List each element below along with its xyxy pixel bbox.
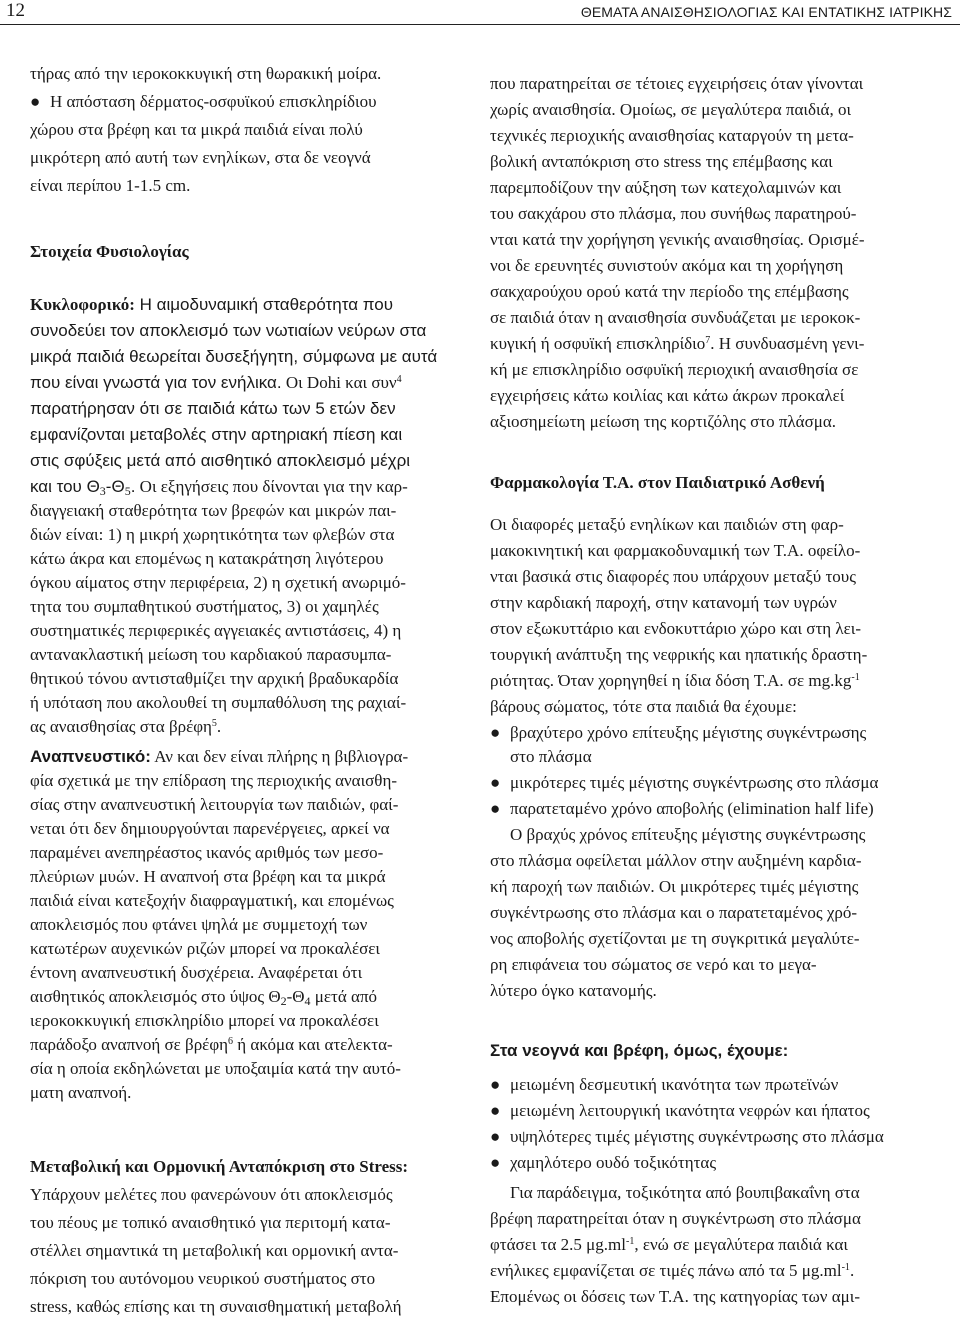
text-line: κή με επισκληρίδιο οσφυϊκή περιοχική αναισθησία σε (490, 360, 859, 379)
text-line: σία η οποία εκδηλώνεται με υποξαιμία κατά την αυτό- (30, 1059, 401, 1078)
bullet-continuation: στο πλάσμα (510, 747, 592, 766)
text-span: . Η συνδυασμένη γενι- (710, 334, 865, 353)
superscript: -1 (841, 1262, 850, 1273)
bullet-icon: ● (30, 92, 41, 111)
bullet-icon: ● (490, 723, 501, 742)
text-line: βάρους σώματος, τότε στα παιδιά θα έχουμε: (490, 697, 797, 716)
text-line: τεχνικές περιοχικής αναισθησίας καταργούν τη μετα- (490, 126, 854, 145)
text-span: ας αναισθησίας στα βρέφη (30, 717, 212, 736)
text-line: μακοκινητική και φαρμακοδυναμική των Τ.Α. οφείλο- (490, 541, 861, 560)
text-line (30, 294, 393, 316)
text-line: ή υπόταση που ακολουθεί τη συμπαθόλυση της ραχιαί- (30, 693, 407, 712)
bullet-item (490, 772, 878, 794)
text-line: σε παιδιά όταν η αναισθησία συνδυάζεται με ιεροκοκ- (490, 308, 861, 327)
subheading-respiratory: Αναπνευστικό: (30, 747, 151, 766)
bullet-item (490, 722, 866, 744)
text-span: . (130, 477, 136, 496)
text-line: εγχειρήσεις κάτω κοιλίας και κάτω άκρων προκαλεί (490, 386, 845, 405)
text-line: πλεύριων μυών. Η αναπνοή στα βρέφη και τα μικρά (30, 867, 386, 886)
text-line: παρατήρησαν ότι σε παιδιά κάτω των 5 ετών δεν (30, 399, 396, 418)
bullet-text: μικρότερες τιμές μέγιστης συγκέντρωσης στο πλάσμα (510, 773, 879, 792)
text-span: κυγική ή οσφυϊκή επισκληρίδιο (490, 334, 706, 353)
bullet-item (490, 1100, 870, 1122)
text-line (30, 716, 221, 738)
text-line: νεται ότι δεν δημιουργούνται παρενέργειες, αρκεί να (30, 819, 390, 838)
text-line: νοι δε ερευνητές συνιστούν ακόμα και τη χορήγηση (490, 256, 844, 275)
text-line: κή παροχή των παιδιών. Οι μικρότερες τιμές μέγιστης (490, 877, 859, 896)
text-span: ριότητας. Όταν χορηγηθεί η ίδια δόση Τ.Α. σε mg.kg (490, 671, 852, 690)
text-line: χωρίς αναισθησία. Ομοίως, σε μεγαλύτερα παιδιά, οι (490, 100, 852, 119)
text-line (30, 746, 408, 768)
text-line: ανταvακλαστική μείωση του καρδιακού παρασυμπα- (30, 645, 392, 664)
bullet-item (490, 1152, 716, 1174)
bullet-text: βραχύτερο χρόνο επίτευξης μέγιστης συγκέντρωσης (510, 723, 867, 742)
text-line: νται κατά την χορήγηση γενικής αναισθησίας. Ορισμέ- (490, 230, 865, 249)
subscript: 5 (124, 484, 131, 498)
text-line: βρέφη παρατηρείται όταν η συγκέντρωση στο πλάσμα (490, 1209, 861, 1228)
text-line (490, 670, 860, 692)
bullet-item (490, 1126, 884, 1148)
text-line: σακχαρούχου ορού κατά την περίοδο της επέμβασης (490, 282, 849, 301)
text-span: παράδοξο αναπνοή σε βρέφη (30, 1035, 229, 1054)
text-line (30, 1034, 393, 1056)
text-line: stress, καθώς επίσης και τη συναισθηματική μεταβολή (30, 1297, 402, 1316)
text-line: παραμένει ανεπηρέαστος ικανός αριθμός των μεσο- (30, 843, 384, 862)
text-line: πόκριση του αυτόνομου νευρικού συστήματος στο (30, 1269, 376, 1288)
text-line: παιδιά είναι κατεξοχήν διαφραγματική, και επομένως (30, 891, 394, 910)
text-span: -Θ (105, 477, 125, 496)
text-span: ενήλικες εμφανίζεται σε τιμές πάνω από τα 5 μg.ml (490, 1261, 842, 1280)
text-line: είναι περίπου 1-1.5 cm. (30, 176, 191, 195)
text-line (490, 1234, 848, 1256)
text-span: και του Θ (30, 477, 100, 496)
text-line: στέλλει σημαντικά τη μεταβολική και ορμονική αντα- (30, 1241, 399, 1260)
text-line: παρεμποδίζουν την αύξηση των κατεχολαμινών και (490, 178, 842, 197)
text-line: συνοδεύει τον αποκλεισμό των νωτιαίων νεύρων στα (30, 321, 427, 340)
text-line: του σακχάρου στο πλάσμα, που συνήθως παρατηρού- (490, 204, 857, 223)
text-line: του πέους με τοπικό αναισθητικό για περιτομή κατα- (30, 1213, 391, 1232)
text-line: νται βασικά στις διαφορές που υπάρχουν μεταξύ τους (490, 567, 856, 586)
text-line: ματη αναπνοή. (30, 1083, 132, 1102)
text-line: εμφανίζονται μεταβολές στην αρτηριακή πίεση και (30, 425, 403, 444)
text-line: διών είναι: 1) η μικρή χωρητικότητα των φλεβών στα (30, 525, 395, 544)
text-span: Οι εξηγήσεις που δίνονται για την καρ- (135, 477, 408, 496)
text-line: τήρας από την ιεροκοκκυγική στη θωρακική μοίρα. (30, 64, 382, 83)
section-heading-physiology: Στοιχεία Φυσιολογίας (30, 242, 189, 261)
bullet-text: υψηλότερες τιμές μέγιστης συγκέντρωσης στο πλάσμα (510, 1127, 884, 1146)
text-line: Για παράδειγμα, τοξικότητα από βουπιβακαΐνη στα (510, 1183, 860, 1202)
bullet-text: μειωμένη δεσμευτική ικανότητα των πρωτεϊνών (510, 1075, 839, 1094)
running-title: ΘΕΜΑΤΑ ΑΝΑΙΣΘΗΣΙΟΛΟΓΙΑΣ ΚΑΙ ΕΝΤΑΤΙΚΗΣ ΙΑΤΡΙΚΗΣ (580, 4, 952, 20)
bullet-icon: ● (490, 1127, 501, 1146)
text-line: στο πλάσμα οφείλεται μάλλον στην αυξημένη καρδια- (490, 851, 862, 870)
text-line: σίας στην αναπνευστική λειτουργία των παιδιών, φαί- (30, 795, 399, 814)
text-line (490, 1260, 854, 1282)
text-line: κατωτέρων αυχενικών ριζών μπορεί να προκαλέσει (30, 939, 380, 958)
bullet-icon: ● (490, 1153, 501, 1172)
text-line: διαγγειακή σταθερότητα των βρεφών και μικρών παι- (30, 501, 397, 520)
citation-ref: 6 (228, 1036, 234, 1047)
header-rule (0, 24, 960, 25)
subscript: 3 (99, 484, 106, 498)
text-span: , ενώ σε μεγαλύτερα παιδιά και (634, 1235, 848, 1254)
text-line (30, 476, 408, 498)
text-span: φτάσει τα 2.5 μg.ml (490, 1235, 626, 1254)
text-span: ή ακόμα και ατελεκτα- (233, 1035, 393, 1054)
text-span: μετά από (310, 987, 378, 1006)
subscript: 2 (280, 994, 287, 1008)
text-line: Οι διαφορές μεταξύ ενηλίκων και παιδιών στη φαρ- (490, 515, 844, 534)
text-span: Η αιμοδυναμική σταθερότητα που (134, 295, 393, 314)
bullet-icon: ● (490, 773, 501, 792)
section-heading-metabolic: Μεταβολική και Ορμονική Ανταπόκριση στο Stress: (30, 1157, 409, 1176)
citation-ref: 7 (705, 335, 711, 346)
citation-ref: 5 (211, 718, 217, 729)
text-line: αξιοσημείωτη μείωση της κορτιζόλης στο πλάσμα. (490, 412, 837, 431)
text-line: κάτω άκρα και επομένως η κατακράτηση λιγότερου (30, 549, 384, 568)
citation-ref: 4 (396, 374, 402, 385)
bullet-text: μειωμένη λειτουργική ικανότητα νεφρών και ήπατος (510, 1101, 870, 1120)
text-line (30, 372, 402, 394)
superscript: -1 (851, 672, 860, 683)
text-line: ρη επιφάνεια του σώματος σε νερό και το μεγα- (490, 955, 817, 974)
section-heading-pharmacology: Φαρμακολογία Τ.Α. στον Παιδιατρικό Ασθενή (490, 473, 825, 492)
text-span: . (849, 1261, 855, 1280)
bullet-text: παρατεταμένο χρόνο αποβολής (elimination half life) (510, 799, 874, 818)
bullet-text: Η απόσταση δέρματος-οσφυϊκού επισκληρίδιου (50, 92, 377, 111)
text-line: θητικού τόνου αντισταθμίζει την αρχική βραδυκαρδία (30, 669, 399, 688)
bullet-text: χαμηλότερο ουδό τοξικότητας (510, 1153, 717, 1172)
bullet-item (490, 1074, 838, 1096)
superscript: -1 (625, 1236, 635, 1247)
text-line: στην καρδιακή παροχή, στην κατανομή των υγρών (490, 593, 837, 612)
text-line: τητα του συμπαθητικού συστήματος, 3) οι χαμηλές (30, 597, 379, 616)
text-line: συστηματικές περιφερικές αγγειακές αντιστάσεις, 4) η (30, 621, 402, 640)
text-span: που είναι γνωστά για τον ενήλικα. (30, 373, 282, 392)
text-line: Υπάρχουν μελέτες που φανερώνουν ότι αποκλεισμός (30, 1185, 393, 1204)
page-number: 12 (6, 0, 25, 21)
text-line: Επομένως οι δόσεις των Τ.Α. της κατηγορίας των αμι- (490, 1287, 860, 1306)
text-line: συγκέντρωσης στο πλάσμα και ο παρατεταμένος χρό- (490, 903, 858, 922)
text-line: νος αποβολής σχετίζονται με τη συγκριτικά μεγαλύτε- (490, 929, 860, 948)
text-line (490, 333, 864, 355)
text-line: Ο βραχύς χρόνος επίτευξης μέγιστης συγκέντρωσης (510, 825, 866, 844)
page-header (0, 0, 960, 24)
subscript: 4 (304, 994, 311, 1008)
section-heading-neonates: Στα νεογνά και βρέφη, όμως, έχουμε: (490, 1041, 789, 1060)
text-span: . (216, 717, 222, 736)
text-line (30, 986, 377, 1008)
bullet-icon: ● (490, 1075, 501, 1094)
text-line: φία σχετικά με την επίδραση της περιοχικής αναισθη- (30, 771, 398, 790)
text-line: χώρου στα βρέφη και τα μικρά παιδιά είναι πολύ (30, 120, 363, 139)
text-line: έντονη αναπνευστική δυσχέρεια. Αναφέρεται ότι (30, 963, 363, 982)
text-line: βολική ανταπόκριση στο stress της επέμβασης και (490, 152, 833, 171)
text-span: αισθητικός αποκλεισμός στο ύψος Θ (30, 987, 281, 1006)
text-line: μικρότερη από αυτή των ενηλίκων, στα δε νεογνά (30, 148, 371, 167)
text-line: αποκλεισμός που φτάνει ψηλά με συμμετοχή των (30, 915, 368, 934)
subheading-circulatory: Κυκλοφορικό: (30, 295, 135, 314)
text-line: που παρατηρείται σε τέτοιες εγχειρήσεις όταν γίνονται (490, 74, 864, 93)
text-line: μικρά παιδιά θεωρείται δυσεξήγητη, σύμφωνα με αυτά (30, 347, 438, 366)
text-span: Αν και δεν είναι πλήρης η βιβλιογρα- (150, 747, 409, 766)
text-line: τουργική ανάπτυξη της νεφρικής και ηπατικής δραστη- (490, 645, 868, 664)
bullet-item (30, 91, 377, 113)
bullet-icon: ● (490, 1101, 501, 1120)
text-line: όγκου αίματος στην περιφέρεια, 2) η σχετική ανωριμό- (30, 573, 406, 592)
text-line: λύτερο όγκο κατανομής. (490, 981, 657, 1000)
text-span: -Θ (286, 987, 305, 1006)
bullet-item (490, 798, 874, 820)
bullet-icon: ● (490, 799, 501, 818)
text-line: στις σφύξεις μετά από αισθητικό αποκλεισμό μέχρι (30, 451, 411, 470)
text-line: στον εξωκυττάριο και ενδοκυττάριο χώρο και στη λει- (490, 619, 862, 638)
text-line: ιεροκοκκυγική επισκληρίδιο μπορεί να προκαλέσει (30, 1011, 379, 1030)
text-span: Οι Dohi και συν (281, 373, 397, 392)
